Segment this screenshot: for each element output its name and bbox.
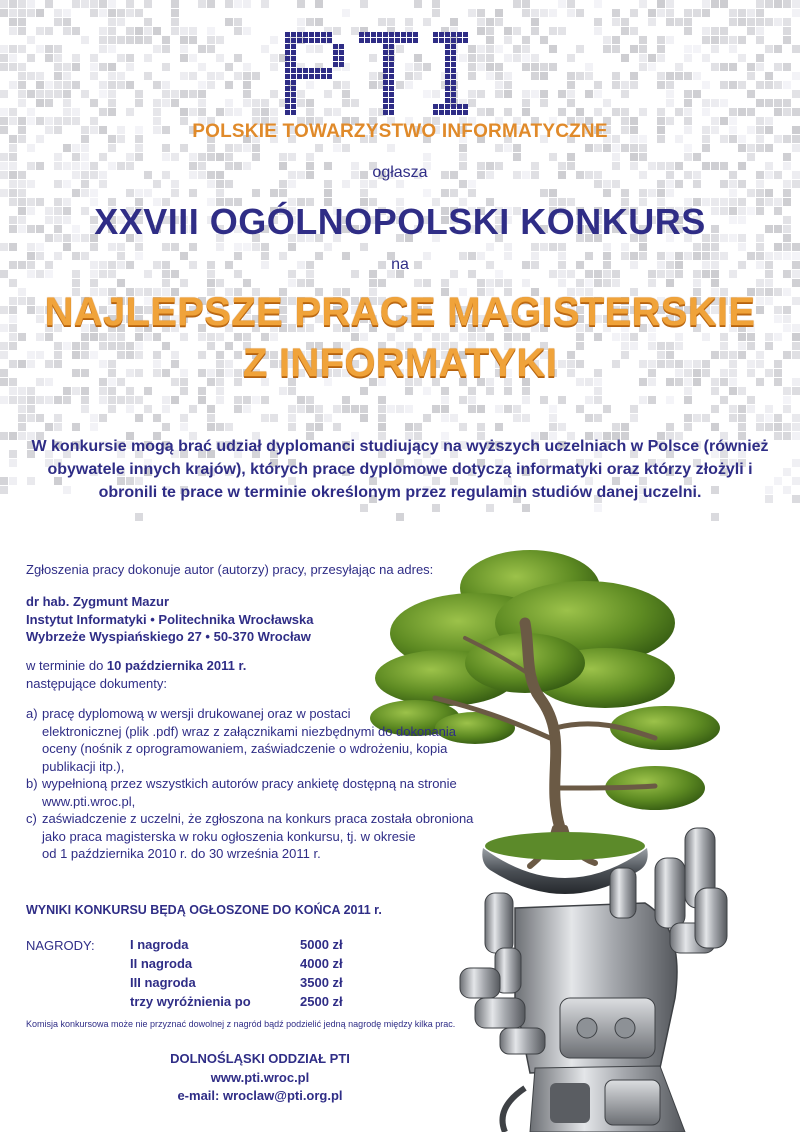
deadline-prefix: w terminie do xyxy=(26,658,107,673)
contest-subject-line-2: Z INFORMATYKI xyxy=(242,341,558,385)
address-line: Wybrzeże Wyspiańskiego 27 • 50-370 Wrocław xyxy=(26,629,311,644)
prize-amount: 4000 zł xyxy=(300,956,343,971)
list-line: jako praca magisterska w roku ogłoszenia konkursu, tj. w okresie xyxy=(42,828,416,844)
contest-title: XXVIII OGÓLNOPOLSKI KONKURS xyxy=(94,201,706,242)
prize-amount: 3500 zł xyxy=(300,975,343,990)
footer-email-link[interactable]: e-mail: wroclaw@pti.org.pl xyxy=(177,1088,343,1103)
prize-name: trzy wyróżnienia po xyxy=(130,994,251,1009)
announces-text: ogłasza xyxy=(372,164,428,181)
contest-subject-line-1: NAJLEPSZE PRACE MAGISTERSKIE xyxy=(44,290,756,334)
list-line: wypełnioną przez wszystkich autorów pracy ankietę dostępną na stronie xyxy=(42,776,457,791)
required-documents-list xyxy=(26,705,526,863)
organization-name: POLSKIE TOWARZYSTWO INFORMATYCZNE xyxy=(192,121,608,142)
list-line: oceny (nośnik z oprogramowaniem, zaświadczenie o wdrożeniu, kopia xyxy=(42,741,448,756)
eligibility-paragraph: W konkursie mogą brać udział dyplomanci studiujący na wyższych uczelniach w Polsce (również obywatele innych krajów), których prace dyplomowe dotyczą informatyki oraz którzy złożyli i obronili te prace w terminie określonym przez regulamin studiów danej uczelni. xyxy=(31,438,769,501)
list-item xyxy=(26,810,526,863)
jury-note: Komisja konkursowa może nie przyznać dowolnej z nagród bądź podzielić jedną nagrodę między kilka prac. xyxy=(26,1019,456,1029)
list-line: od 1 października 2010 r. do 30 września 2011 r. xyxy=(42,846,321,861)
deadline-suffix: następujące dokumenty: xyxy=(26,675,167,691)
list-line: pracę dyplomową w wersji drukowanej oraz w postaci xyxy=(42,706,351,721)
list-line: zaświadczenie z uczelni, że zgłoszona na konkurs praca została obroniona xyxy=(42,811,474,826)
footer-website-link[interactable]: www.pti.wroc.pl xyxy=(210,1070,310,1085)
list-item xyxy=(26,775,526,810)
list-line: elektronicznej (plik .pdf) wraz z załącznikami niezbędnymi do dokonania xyxy=(42,723,457,739)
prize-name: II nagroda xyxy=(130,956,193,971)
list-marker: c) xyxy=(26,811,37,826)
prize-amount: 5000 zł xyxy=(300,937,343,952)
deadline xyxy=(26,657,446,692)
prize-name: I nagroda xyxy=(130,937,189,952)
prize-amount: 2500 zł xyxy=(300,994,343,1009)
pti-logo xyxy=(285,32,515,118)
submission-instructions: Zgłoszenia pracy dokonuje autor (autorzy) pracy, przesyłając na adres: xyxy=(26,562,434,577)
footer-branch: DOLNOŚLĄSKI ODDZIAŁ PTI xyxy=(170,1051,350,1066)
list-line: publikacji itp.), xyxy=(42,758,125,774)
address-line: Instytut Informatyki • Politechnika Wrocławska xyxy=(26,611,314,627)
deadline-date: 10 października 2011 r. xyxy=(106,658,247,673)
mailing-address xyxy=(26,593,446,646)
prizes-label: NAGRODY: xyxy=(26,938,95,953)
list-item xyxy=(26,705,526,775)
results-announcement: WYNIKI KONKURSU BĘDĄ OGŁOSZONE DO KOŃCA 2011 r. xyxy=(26,903,382,917)
list-line: www.pti.wroc.pl, xyxy=(42,793,136,809)
prize-name: III nagroda xyxy=(130,975,196,990)
title-connector: na xyxy=(391,256,409,273)
list-marker: b) xyxy=(26,776,38,791)
address-line: dr hab. Zygmunt Mazur xyxy=(26,594,169,609)
list-marker: a) xyxy=(26,706,38,721)
